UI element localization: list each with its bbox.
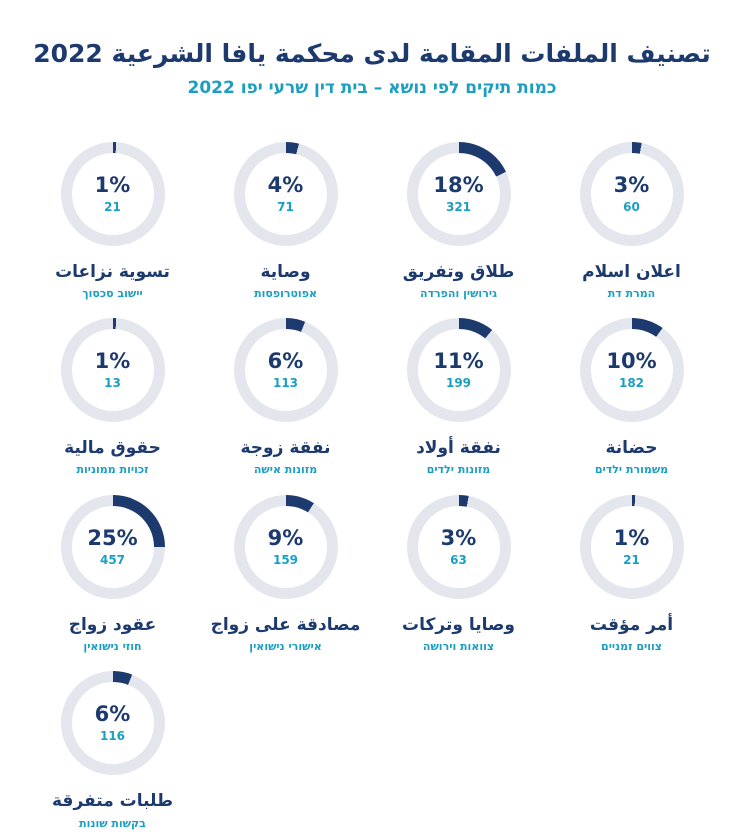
case-count: 457 [99,552,126,567]
donut-chart [61,318,165,422]
case-count: 21 [104,199,121,214]
percentage-value: 1% [94,349,131,374]
donut-item-wills-estates[interactable] [372,487,545,660]
percentage-value: 6% [94,702,131,727]
donut-chart [234,318,338,422]
donut-item-dispute-settlement[interactable] [26,134,199,307]
category-label-arabic: نفقة زوجة [240,438,331,459]
donut-center-labels [407,495,511,599]
donut-item-marriage-ratification[interactable] [199,487,372,660]
donut-center-labels [61,318,165,422]
category-label-hebrew: צוואות וירושה [422,640,495,654]
page-subtitle-hebrew: כמות תיקים לפי נושא – בית דין שרעי יפו 2022 [187,78,557,99]
donut-center-labels [580,318,684,422]
category-label-arabic: اعلان اسلام [582,261,681,282]
donut-chart [407,318,511,422]
category-label-hebrew: המרת דת [607,286,656,300]
category-label-hebrew: אישורי נישואין [249,640,322,654]
donut-item-temporary-order[interactable] [545,487,718,660]
donut-chart [234,142,338,246]
case-count: 13 [104,376,121,391]
case-count: 159 [272,552,299,567]
category-label-arabic: أمر مؤقت [589,614,674,635]
category-label-arabic: نفقة أولاد [416,438,501,459]
category-label-hebrew: גירושין והפרדה [420,286,497,300]
donut-center-labels [61,495,165,599]
header [0,0,744,100]
donut-chart [61,671,165,775]
percentage-value: 18% [433,172,484,197]
category-label-hebrew: משמורת ילדים [594,463,669,477]
donut-item-islam-declaration[interactable] [545,134,718,307]
donut-center-labels [61,671,165,775]
category-label-hebrew: בקשות שונות [79,816,146,830]
case-count: 21 [623,552,640,567]
donut-center-labels [407,142,511,246]
case-count: 182 [618,376,645,391]
donut-chart [61,142,165,246]
percentage-value: 25% [87,525,138,550]
category-label-arabic: وصاية [260,261,311,282]
case-count: 71 [277,199,294,214]
percentage-value: 11% [433,349,484,374]
percentage-value: 1% [613,525,650,550]
donut-center-labels [61,142,165,246]
donut-chart [61,495,165,599]
category-label-arabic: حضانة [605,438,658,459]
donut-center-labels [580,142,684,246]
percentage-value: 4% [267,172,304,197]
donut-chart [580,142,684,246]
donut-item-divorce-separation[interactable] [372,134,545,307]
case-count: 116 [99,729,126,744]
donut-chart [580,318,684,422]
donut-center-labels [234,318,338,422]
donut-center-labels [234,142,338,246]
donut-chart [407,495,511,599]
percentage-value: 1% [94,172,131,197]
percentage-value: 6% [267,349,304,374]
donut-item-child-support[interactable] [372,310,545,483]
category-label-hebrew: מזונות ילדים [426,463,491,477]
category-label-hebrew: זכויות ממוניות [76,463,149,477]
category-label-arabic: طلاق وتفريق [402,261,515,282]
donut-item-spousal-support[interactable] [199,310,372,483]
donut-chart [234,495,338,599]
donut-chart [580,495,684,599]
category-label-hebrew: חוזי נישואין [83,640,142,654]
donut-item-financial-rights[interactable] [26,310,199,483]
category-label-hebrew: צווים זמניים [601,640,662,654]
percentage-value: 9% [267,525,304,550]
donut-center-labels [580,495,684,599]
percentage-value: 10% [606,349,657,374]
category-label-arabic: عقود زواج [68,614,157,635]
category-label-hebrew: אפוטרופסות [254,286,317,300]
donut-chart [407,142,511,246]
donut-item-marriage-contracts[interactable] [26,487,199,660]
category-label-arabic: تسوية نزاعات [55,261,170,282]
category-label-arabic: طلبات متفرقة [52,791,173,812]
category-label-hebrew: מזונות אישה [253,463,318,477]
category-label-arabic: مصادقة على زواج [210,614,361,635]
donut-grid [0,134,744,836]
case-count: 199 [445,376,472,391]
case-count: 321 [445,199,472,214]
percentage-value: 3% [613,172,650,197]
donut-item-guardianship[interactable] [199,134,372,307]
case-count: 63 [450,552,467,567]
percentage-value: 3% [440,525,477,550]
donut-center-labels [234,495,338,599]
category-label-arabic: حقوق مالية [64,438,161,459]
donut-center-labels [407,318,511,422]
case-count: 60 [623,199,640,214]
donut-item-misc-requests[interactable] [26,663,199,836]
category-label-arabic: وصايا وتركات [402,614,515,635]
donut-item-custody[interactable] [545,310,718,483]
category-label-hebrew: יישוב סכסוך [82,286,143,300]
page-title-arabic: تصنيف الملفات المقامة لدى محكمة يافا الشرعية 2022 [33,39,711,68]
case-count: 113 [272,376,299,391]
